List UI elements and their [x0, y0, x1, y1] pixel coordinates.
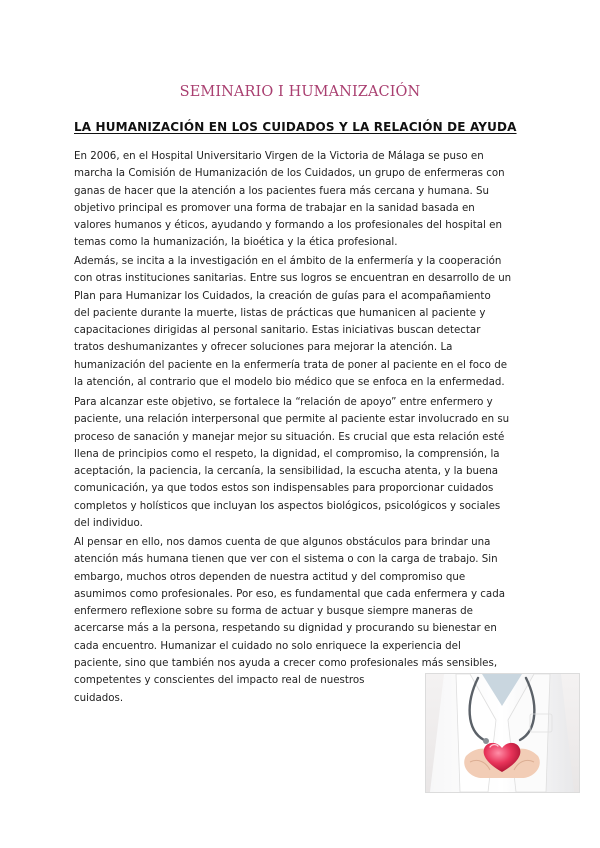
- text-line: cuidados.: [74, 691, 124, 704]
- section-heading: LA HUMANIZACIÓN EN LOS CUIDADOS Y LA RELACIÓN DE AYUDA: [74, 120, 517, 134]
- text-line: Plan para Humanizar los Cuidados, la creación de guías para el acompañamiento: [74, 289, 491, 302]
- text-line: humanización del paciente en la enfermería trata de poner al paciente en el foco de: [74, 358, 508, 371]
- text-line: la atención, al contrario que el modelo bio médico que se enfoca en la enfermedad.: [74, 376, 505, 389]
- text-line: tratos deshumanizantes y ofrecer soluciones para mejorar la atención. La: [74, 341, 453, 354]
- text-line: aceptación, la paciencia, la cercanía, la sensibilidad, la escucha atenta, y la buena: [74, 465, 499, 478]
- text-line: paciente, una relación interpersonal que permite al paciente estar involucrado en su: [74, 413, 510, 426]
- text-line: acercarse más a la persona, respetando su dignidad y procurando su bienestar en: [74, 622, 497, 635]
- text-line: del individuo.: [74, 517, 143, 530]
- text-line: atención más humana tienen que ver con el sistema o con la carga de trabajo. Sin: [74, 553, 498, 566]
- text-line: asumimos como profesionales. Por eso, es fundamental que cada enfermera y cada: [74, 587, 505, 600]
- text-line: proceso de sanación y manejar mejor su situación. Es crucial que esta relación esté: [74, 430, 505, 443]
- paragraph-3: [74, 394, 534, 532]
- text-line: con otras instituciones sanitarias. Entre sus logros se encuentran en desarrollo de un: [74, 272, 512, 285]
- text-line: enfermero reflexione sobre su forma de actuar y busque siempre maneras de: [74, 605, 473, 618]
- text-line: marcha la Comisión de Humanización de los Cuidados, un grupo de enfermeras con: [74, 167, 505, 180]
- paragraph-1: [74, 148, 534, 252]
- seminar-title: SEMINARIO I HUMANIZACIÓN: [179, 84, 421, 100]
- text-line: llena de principios como el respeto, la dignidad, el compromiso, la comprensión, la: [74, 447, 500, 460]
- text-line: completos y holísticos que incluyan los aspectos biológicos, psicológicos y sociales: [74, 499, 501, 512]
- nurse-holding-heart-photo: [425, 673, 580, 793]
- text-line: Al pensar en ello, nos damos cuenta de que algunos obstáculos para brindar una: [74, 536, 491, 548]
- text-line: Además, se incita a la investigación en el ámbito de la enfermería y la cooperación: [74, 255, 502, 267]
- text-line: embargo, muchos otros dependen de nuestra actitud y del compromiso que: [74, 570, 466, 583]
- text-line: objetivo principal es promover una forma de trabajar en la sanidad basada en: [74, 201, 475, 214]
- text-line: Para alcanzar este objetivo, se fortalece la “relación de apoyo” entre enfermero y: [74, 396, 493, 408]
- text-line: capacitaciones dirigidas al personal sanitario. Estas iniciativas buscan detectar: [74, 324, 481, 337]
- text-line: ganas de hacer que la atención a los pacientes fuera más cercana y humana. Su: [74, 184, 490, 197]
- text-line: competentes y conscientes del impacto real de nuestros: [74, 674, 365, 687]
- text-line: temas como la humanización, la bioética y la ética profesional.: [74, 236, 398, 249]
- text-line: paciente, sino que también nos ayuda a crecer como profesionales más sensibles,: [74, 657, 498, 670]
- text-line: comunicación, ya que todos estos son indispensables para proporcionar cuidados: [74, 482, 494, 495]
- paragraph-2: [74, 253, 534, 391]
- text-line: valores humanos y éticos, ayudando y formando a los profesionales del hospital en: [74, 219, 502, 232]
- text-line: En 2006, en el Hospital Universitario Virgen de la Victoria de Málaga se puso en: [74, 150, 484, 162]
- text-line: cada encuentro. Humanizar el cuidado no solo enriquece la experiencia del: [74, 639, 461, 652]
- text-line: del paciente durante la muerte, listas de prácticas que humanicen al paciente y: [74, 306, 486, 319]
